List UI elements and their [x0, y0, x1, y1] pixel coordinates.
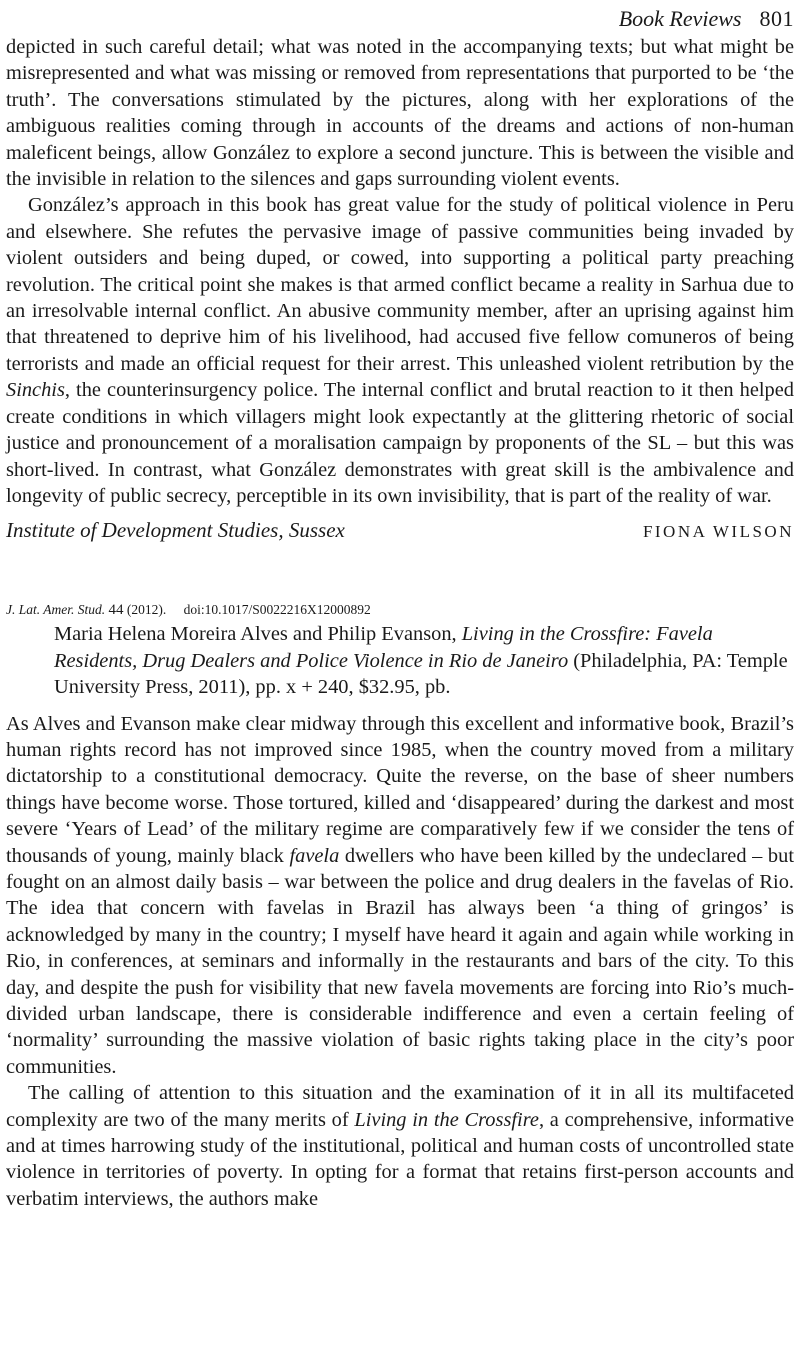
review1-paragraph-1: depicted in such careful detail; what was noted in the accompanying texts; but what might be misrepresented and what was missing or removed from representations that purported to be ‘the truth’. The conversations stimulated by the pictures, along with her explorations of the ambiguous realities coming through in accounts of the dreams and actions of non-human maleficent beings, allow González to explore a second juncture. This is between the visible and the invisible in relation to the silences and gaps surrounding violent events.: [6, 36, 794, 191]
review1-signature: [6, 515, 794, 545]
review1-p2-text-b: , the counterinsurgency police. The internal conflict and brutal reaction to it then helped create conditions in which villagers might look expectantly at the glittering rhetoric of social justice and pronouncement of a moralisation campaign by proponents of the SL – but this was short-lived. In contrast, what González demonstrates with great skill is the ambivalence and longevity of public secrecy, perceptible in its own invisibility, that is part of the reality of war.: [6, 379, 794, 507]
review2-paragraph-2: [6, 1080, 794, 1212]
review2-p1-text-b: dwellers who have been killed by the undeclared – but fought on an almost daily basis – war between the police and drug dealers in the favelas of Rio. The idea that concern with favelas in Brazil has always been ‘a thing of gringos’ is acknowledged by many in the country; I myself have heard it again and again while working in Rio, in conferences, at seminars and informally in the restaurants and bars of the city. To this day, and despite the push for visibility that new favela movements are forcing into Rio’s much-divided urban landscape, there is considerable indifference and even a certain feeling of ‘normality’ surrounding the massive violation of basic rights taking place in the city’s poor communities.: [6, 844, 794, 1078]
book-details: (Philadelphia, PA: Temple University Press, 2011), pp. x + 240, $32.95, pb.: [54, 649, 788, 699]
review2-p2-italic: Living in the Crossfire: [354, 1108, 539, 1131]
review2-p2-text-a: The calling of attention to this situation and the examination of it in all its multifaceted complexity are two of the many merits of: [6, 1082, 794, 1131]
review2-p1-text-a: As Alves and Evanson make clear midway through this excellent and informative book, Brazil’s human rights record has not improved since 1985, when the country moved from a military dictatorship to a constitutional democracy. Quite the reverse, on the base of sheer numbers things have become worse. Those tortured, killed and ‘disappeared’ during the darkest and most severe ‘Years of Lead’ of the military regime are comparatively few if we consider the tens of thousands of young, mainly black: [6, 712, 794, 867]
review1-p2-italic: Sinchis: [6, 379, 65, 402]
review2-p2-text-b: , a comprehensive, informative and at times harrowing study of the institutional, political and human costs of uncontrolled state violence in territories of poverty. In opting for a format that retains first-person accounts and verbatim interviews, the authors make: [6, 1108, 794, 1210]
review1-p2-text-a: González’s approach in this book has great value for the study of political violence in Peru and elsewhere. She refutes the pervasive image of passive communities being invaded by violent outsiders and being duped, or cowed, into supporting a political party preaching revolution. The critical point she makes is that armed conflict became a reality in Sarhua due to an irresolvable internal conflict. An abusive community member, after an uprising against him that threatened to deprive him of his livelihood, had accused five fellow comuneros of being terrorists and made an official request for their arrest. This unleashed violent retribution by the: [6, 194, 794, 375]
citation-year: (2012).: [126, 602, 167, 618]
review2-p1-italic: favela: [289, 844, 340, 867]
review1-paragraph-2: [6, 192, 794, 509]
book-reference: [54, 621, 794, 700]
citation-journal: J. Lat. Amer. Stud.: [6, 602, 106, 618]
running-title: Book Reviews: [618, 6, 742, 31]
citation-doi: doi:10.1017/S0022216X12000892: [183, 602, 371, 618]
review2-paragraph-1: [6, 711, 794, 1081]
page: [6, 0, 794, 1212]
citation-volume: 44: [108, 602, 124, 619]
page-number: 801: [759, 6, 794, 31]
journal-citation: [6, 601, 794, 621]
book-authors: Maria Helena Moreira Alves and Philip Evanson,: [54, 623, 462, 646]
book-title: Living in the Crossfire: Favela Residents, Drug Dealers and Police Violence in Rio de Janeiro: [54, 623, 713, 672]
reviewer-name: FIONA WILSON: [642, 522, 794, 542]
running-head: [6, 4, 794, 34]
reviewer-institution: Institute of Development Studies, Sussex: [6, 518, 345, 543]
